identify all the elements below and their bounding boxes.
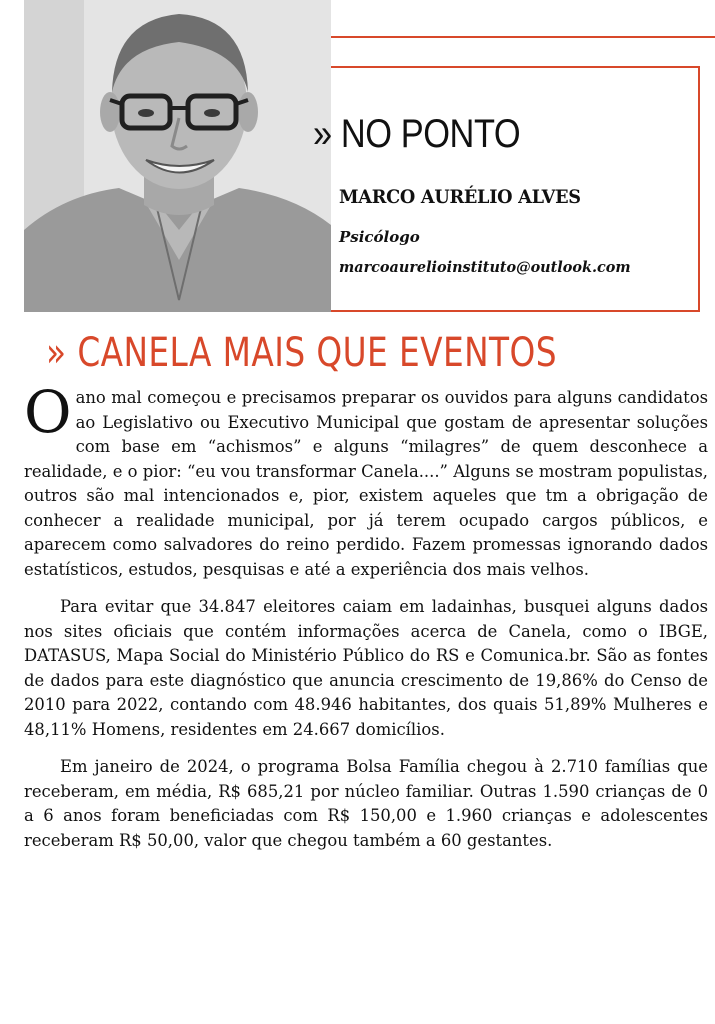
article-paragraph: Em janeiro de 2024, o programa Bolsa Família chegou à 2.710 famílias que receberam, em média, R$ 685,21 por núcleo familiar. Outras 1.590 crianças de 0 a 6 anos foram beneficiadas com R$ 150,00 e 1.960 crianças e adolescentes receberam R$ 50,00, valor que chegou também a 60 gestantes. — [24, 757, 708, 850]
column-name: » NO PONTO — [313, 112, 521, 156]
article-paragraph: Para evitar que 34.847 eleitores caiam em ladainhas, busquei alguns dados nos sites oficiais que contém informações acerca de Canela, como o IBGE, DATASUS, Mapa Social do Ministério Público do RS e Comunica.br. São as fontes de dados para este diagnóstico que anuncia crescimento de 19,86% do Censo de 2010 para 2022, contando com 48.946 habitantes, dos quais 51,89% Mulheres e 48,11% Homens, residentes em 24.667 domicílios. — [24, 597, 708, 739]
author-photo — [24, 0, 331, 312]
article-headline: » CANELA MAIS QUE EVENTOS — [46, 330, 557, 376]
author-role: Psicólogo — [339, 228, 420, 246]
article-body — [24, 378, 708, 866]
author-name: MARCO AURÉLIO ALVES — [339, 186, 581, 208]
article-paragraph — [24, 378, 708, 582]
paragraph-text: ano mal começou e precisamos preparar os ouvidos para alguns candidatos ao Legislativo ou Executivo Municipal que gostam de apresentar soluções com base em “achismos” e alguns “milagres” de quem desconhece a realidade, e o pior: “eu vou transformar Canela....” Alguns se mostram populistas, outros são mal intencionados e, pior, existem aqueles que tm a obrigação de conhecer a realidade municipal, por já terem ocupado cargos públicos, e aparecem como salvadores do reino perdido. Fazem promessas ignorando dados estatísticos, estudos, pesquisas e até a experiência dos mais velhos. — [24, 388, 708, 579]
drop-cap: O — [24, 378, 72, 446]
author-email[interactable]: marcoaurelioinstituto@outlook.com — [339, 258, 631, 276]
